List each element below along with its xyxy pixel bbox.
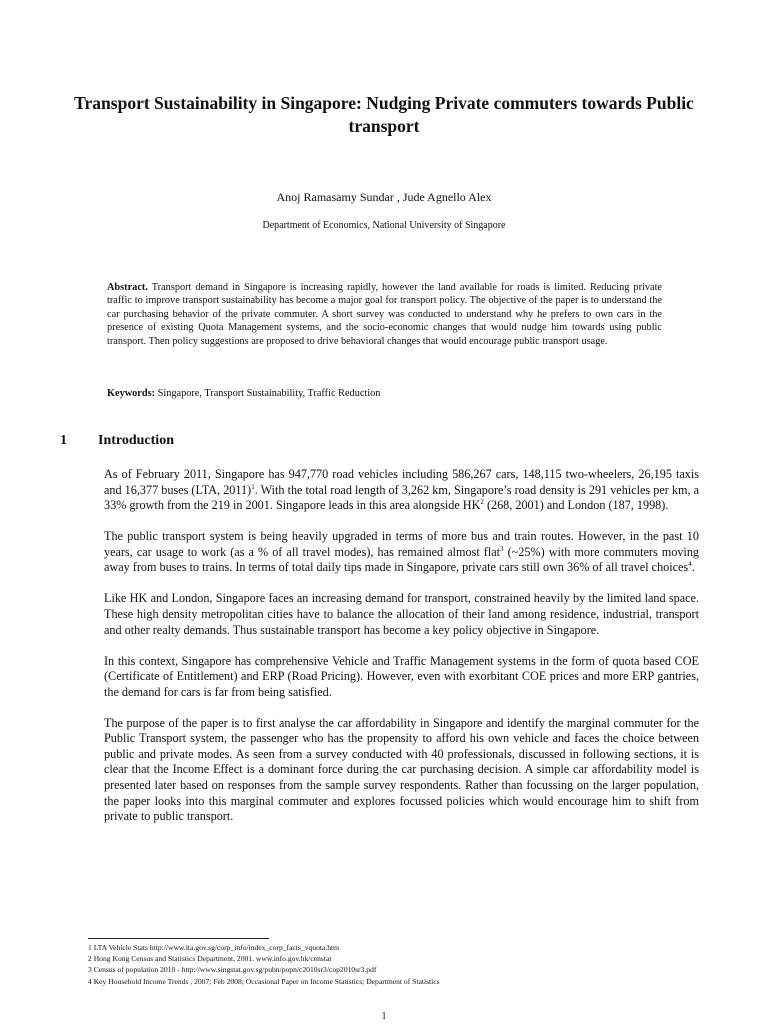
author-list: Anoj Ramasamy Sundar , Jude Agnello Alex (276, 190, 492, 204)
paragraph-1 (104, 467, 699, 514)
page-number: 1 (381, 1011, 387, 1022)
paragraph-5: The purpose of the paper is to first analyse the car affordability in Singapore and identify the marginal commuter for the Public Transport system, the passenger who has the propensity to afford his own vehicle and faces the choice between public and private modes. As seen from a survey conducted with 40 professionals, discussed in following sections, it is clear that the Income Effect is a dominant force during the car purchasing decision. A simple car affordability model is presented later based on responses from the sample survey respondents. Rather than focussing on the larger population, the paper looks into this marginal commuter and explores focussed policies which would encourage him to shift from private to public transport. (104, 715, 699, 824)
body-text (104, 467, 699, 840)
footnote-ref-1[interactable]: 1 (251, 482, 255, 491)
paragraph-2-part-a: The public transport system is being heavily upgraded in terms of more bus and train routes. However, in the past 10 years, car usage to work (as a % of all travel modes), has remained almost flat (104, 529, 699, 559)
abstract (107, 281, 662, 348)
footnote-divider (88, 938, 269, 939)
footnotes (88, 942, 440, 987)
footnote-1: 1 LTA Vehicle Stats http://www.lta.gov.sg/corp_info/index_corp_facts_vquota.htm (88, 943, 340, 952)
paragraph-2-part-c: . (691, 560, 695, 575)
footnote-ref-3[interactable]: 3 (500, 544, 504, 553)
section-number: 1 (60, 433, 67, 448)
paper-title: Transport Sustainability in Singapore: Nudging Private commuters towards Public transport (74, 93, 694, 136)
abstract-text: Transport demand in Singapore is increasing rapidly, however the land available for roads is limited. Reducing private traffic to improve transport sustainability has become a major goal for transport policy. The objective of the paper is to understand the car purchasing behavior of the private commuter. A short survey was conducted to understand why he prefers to own cars in the presence of existing Quota Management systems, and the socio-economic changes that would nudge him towards using public transport. Then policy suggestions are proposed to drive behavioral changes that would encourage public transport usage. (107, 282, 663, 347)
keywords-label: Keywords: (107, 388, 156, 399)
keywords (107, 387, 662, 400)
footnote-ref-4[interactable]: 4 (688, 560, 692, 569)
footnote-ref-2[interactable]: 2 (480, 498, 484, 507)
abstract-label: Abstract. (107, 282, 148, 293)
paragraph-1-part-c: (268, 2001) and London (187, 1998). (483, 498, 669, 513)
footnote-2: 2 Hong Kong Census and Statistics Department, 2001. www.info.gov.hk/censtat (88, 954, 332, 964)
paragraph-2 (104, 529, 699, 576)
keywords-text: Singapore, Transport Sustainability, Traffic Reduction (157, 388, 381, 399)
footnote-4: 4 Key Household Income Trends , 2007; Feb 2008; Occasional Paper on Income Statistics; Department of Statistics (88, 976, 440, 986)
section-heading (60, 433, 174, 449)
paragraph-3: Like HK and London, Singapore faces an increasing demand for transport, constrained heavily by the limited land space. These high density metropolitan cities have to balance the allocation of their land among residence, industrial, transport and other realty demands. Thus sustainable transport has become a key policy objective in Singapore. (104, 591, 699, 637)
section-title: Introduction (98, 433, 174, 448)
paragraph-1-part-b: . With the total road length of 3,262 km, Singapore’s road density is 291 vehicles per km, a 33% growth from the 219 in 2001. Singapore leads in this area alongside HK (104, 482, 699, 513)
paragraph-1-part-a: As of February 2011, Singapore has 947,770 road vehicles including 586,267 cars, 148,115 two-wheelers, 26,195 taxis and 16,377 buses (LTA, 2011) (104, 467, 699, 497)
affiliation: Department of Economics, National University of Singapore (262, 220, 506, 231)
footnote-3: 3 Census of population 2010 - http://www.singstat.gov.sg/pubn/popn/c2010sr3/cop2010sr3.pdf (88, 965, 377, 975)
paragraph-4: In this context, Singapore has comprehensive Vehicle and Traffic Management systems in the form of quota based COE (Certificate of Entitlement) and ERP (Road Pricing). However, even with exorbitant COE prices and more ERP gantries, the demand for cars is far from being satisfied. (104, 653, 699, 699)
paragraph-2-part-b: (~25%) with more commuters moving away from buses to trains. In terms of total daily tips made in Singapore, private cars still own 36% of all travel choices (104, 544, 700, 575)
